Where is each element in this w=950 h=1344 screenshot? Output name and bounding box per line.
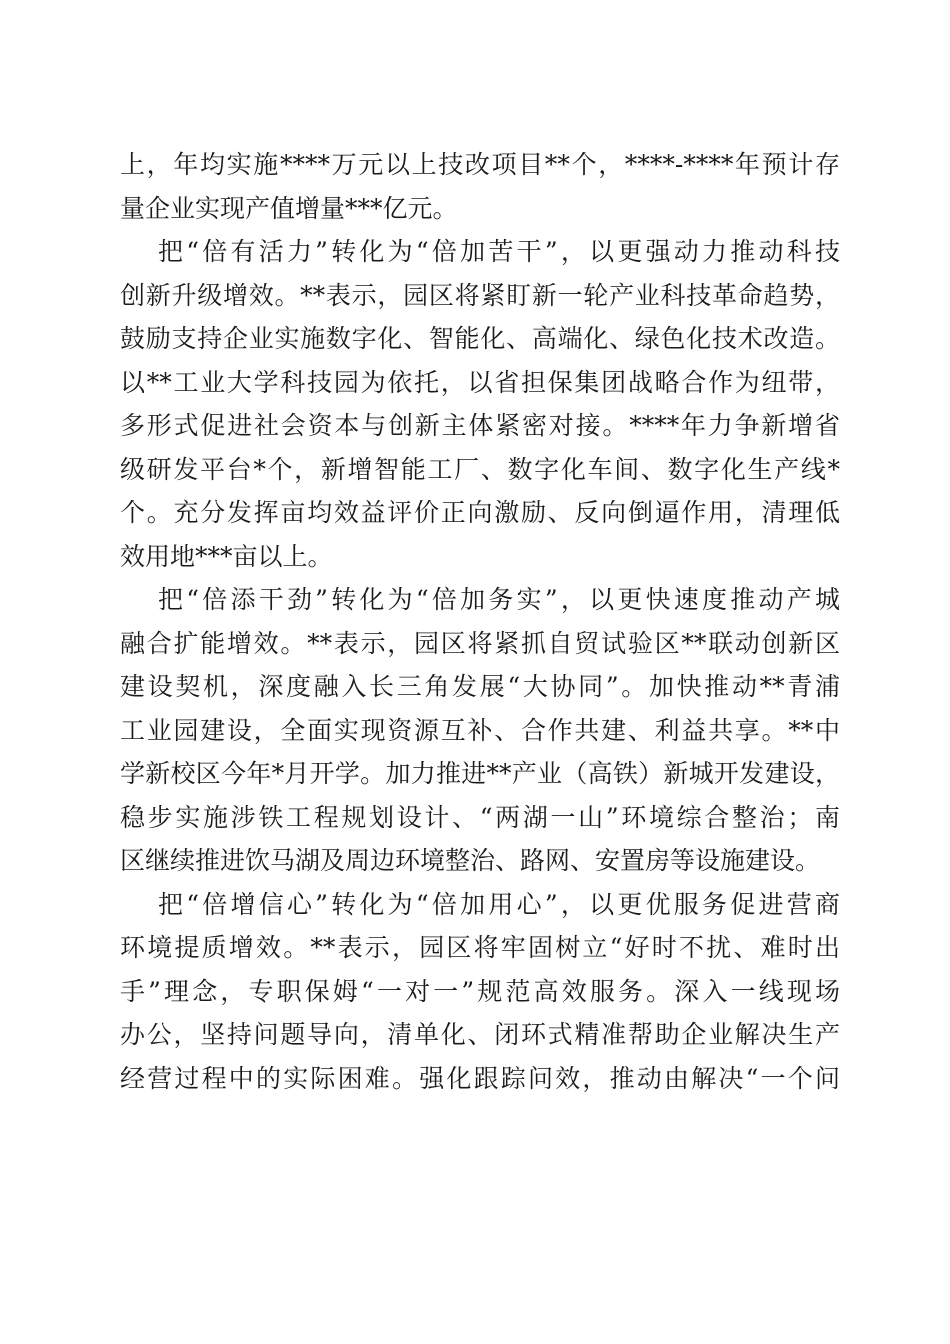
text-line: 环境提质增效。**表示，园区将牢固树立“好时不扰、难时出 <box>120 933 840 962</box>
text-line: 创新升级增效。**表示，园区将紧盯新一轮产业科技革命趋势， <box>120 280 840 310</box>
text-line: 级研发平台*个，新增智能工厂、数字化车间、数字化生产线* <box>120 454 840 484</box>
paragraph-first-line: 把“倍有活力”转化为“倍加苦干”，以更强动力推动科技 <box>158 237 840 266</box>
text-line: 上，年均实施****万元以上技改项目**个，****-****年预计存 <box>120 150 840 179</box>
text-line: 区继续推进饮马湖及周边环境整治、路网、安置房等设施建设。 <box>120 846 821 875</box>
text-line: 多形式促进社会资本与创新主体紧密对接。****年力争新增省 <box>120 411 840 440</box>
text-line: 以**工业大学科技园为依托，以省担保集团战略合作为纽带， <box>120 367 840 397</box>
text-line: 经营过程中的实际困难。强化跟踪问效，推动由解决“一个问 <box>120 1063 840 1093</box>
body-text <box>120 143 840 1100</box>
text-line: 量企业实现产值增量***亿元。 <box>120 193 458 223</box>
text-line: 融合扩能增效。**表示，园区将紧抓自贸试验区**联动创新区 <box>120 628 840 658</box>
text-line: 建设契机，深度融入长三角发展“大协同”。加快推动**青浦 <box>120 672 840 701</box>
text-line: 工业园建设，全面实现资源互补、合作共建、利益共享。**中 <box>120 715 840 745</box>
paragraph-first-line: 把“倍增信心”转化为“倍加用心”，以更优服务促进营商 <box>158 889 840 919</box>
text-line: 手”理念，专职保姆“一对一”规范高效服务。深入一线现场 <box>120 976 840 1006</box>
text-line: 稳步实施涉铁工程规划设计、“两湖一山”环境综合整治；南 <box>120 802 840 832</box>
text-line: 学新校区今年*月开学。加力推进**产业（高铁）新城开发建设， <box>120 759 840 788</box>
text-line: 个。充分发挥亩均效益评价正向激励、反向倒逼作用，清理低 <box>120 498 840 527</box>
text-line: 办公，坚持问题导向，清单化、闭环式精准帮助企业解决生产 <box>120 1020 840 1049</box>
text-line: 鼓励支持企业实施数字化、智能化、高端化、绿色化技术改造。 <box>120 324 840 353</box>
paragraph-first-line: 把“倍添干劲”转化为“倍加务实”，以更快速度推动产城 <box>158 585 840 614</box>
text-line: 效用地***亩以上。 <box>120 541 333 571</box>
